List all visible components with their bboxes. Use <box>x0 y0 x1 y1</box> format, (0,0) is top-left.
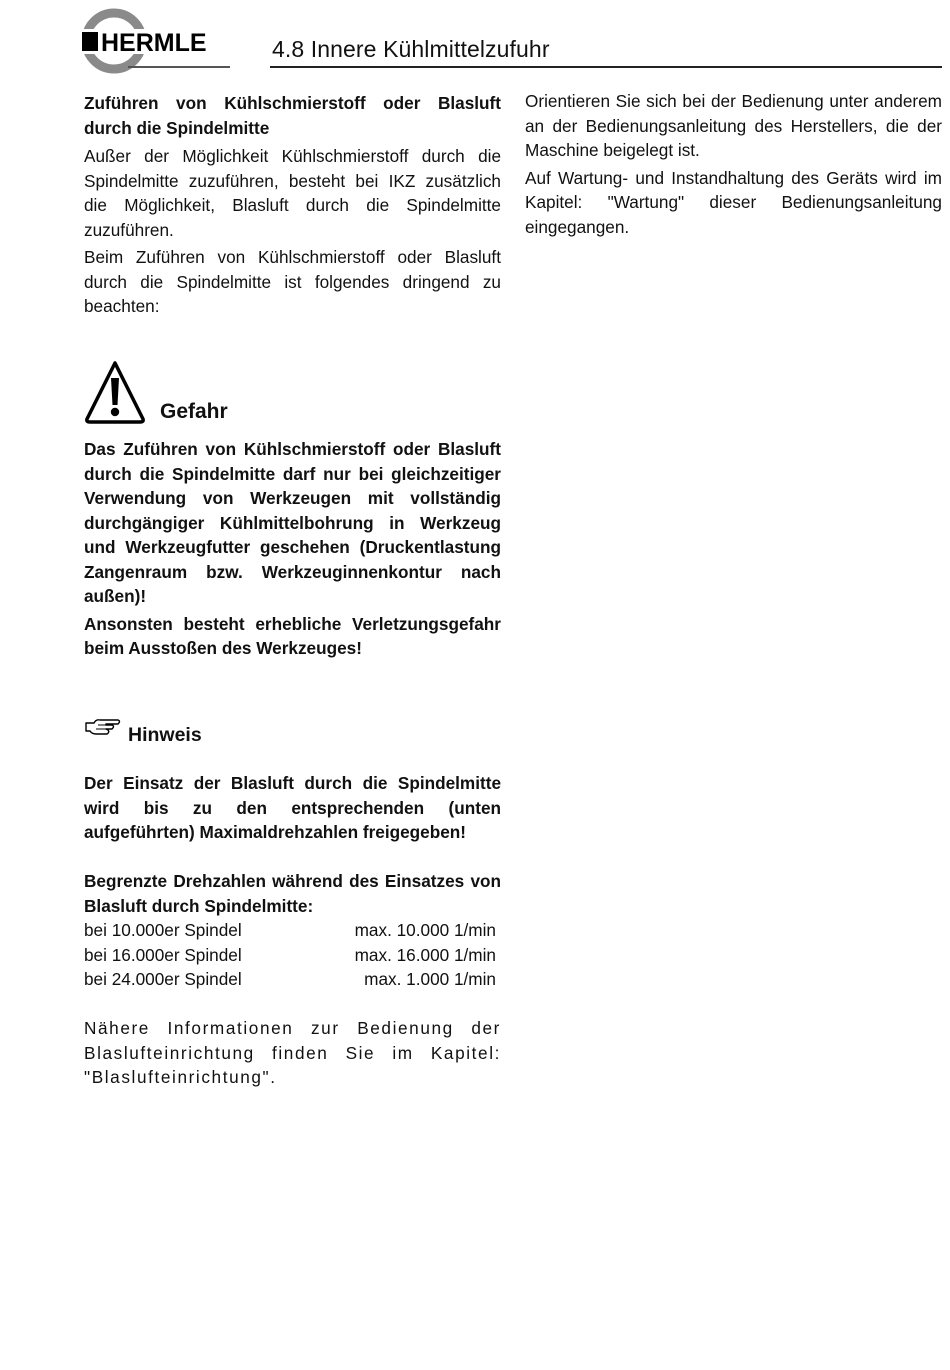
spindle-type: bei 16.000er Spindel <box>84 944 242 965</box>
spindle-type: bei 10.000er Spindel <box>84 920 242 940</box>
header-rule <box>270 66 942 68</box>
limit-row <box>84 943 496 968</box>
info-paragraph: Nähere Informationen zur Bedienung der Blaslufteinrichtung finden Sie im Kapitel: "Blaslufteinrichtung". <box>84 1018 501 1087</box>
danger-paragraph: Das Zuführen von Kühlschmierstoff oder Blasluft durch die Spindelmitte darf nur bei gleichzeitiger Verwendung von Werkzeugen mit vollständig durchgängiger Kühlmittelbohrung in Werkzeug und Werkzeugfutter geschehen (Druckentlastung Zangenraum bzw. Werkzeuginnenkontur nach außen)! <box>84 439 501 606</box>
limits-heading <box>84 869 501 918</box>
limit-row <box>84 918 496 943</box>
hermle-logo <box>82 8 232 74</box>
limit-row <box>84 967 496 992</box>
limits-heading-text: Begrenzte Drehzahlen während des Einsatzes von Blasluft durch Spindelmitte: <box>84 871 501 916</box>
note-paragraph: Der Einsatz der Blasluft durch die Spindelmitte wird bis zu den entsprechenden (unten aufgeführten) Maximaldrehzahlen freigegeben! <box>84 773 501 842</box>
max-speed: max. 16.000 1/min <box>354 944 496 965</box>
right-column <box>525 89 942 239</box>
warning-triangle-icon <box>84 360 146 426</box>
section-heading: Zuführen von Kühlschmierstoff oder Blasluft durch die Spindelmitte <box>84 93 501 138</box>
logo-underline <box>128 66 230 68</box>
page-title: 4.8 Innere Kühlmittelzufuhr <box>272 36 550 62</box>
limits-table <box>84 918 496 992</box>
note-label: Hinweis <box>128 724 202 746</box>
spindle-type: bei 24.000er Spindel <box>84 969 242 989</box>
pointing-hand-icon <box>84 717 122 739</box>
max-speed: max. 1.000 1/min <box>364 969 496 989</box>
intro-paragraph: Außer der Möglichkeit Kühlschmierstoff durch die Spindelmitte zuzuführen, besteht bei IKZ zusätzlich die Möglichkeit, Blasluft durch die Spindelmitte zuzuführen. <box>84 146 501 240</box>
danger-label: Gefahr <box>160 400 228 423</box>
danger-text <box>84 437 501 661</box>
info-text <box>84 1016 501 1090</box>
danger-paragraph: Ansonsten besteht erhebliche Verletzungsgefahr beim Ausstoßen des Werkzeuges! <box>84 613 501 658</box>
section-intro <box>84 144 501 319</box>
max-speed: max. 10.000 1/min <box>354 920 496 940</box>
intro-paragraph: Beim Zuführen von Kühlschmierstoff oder Blasluft durch die Spindelmitte ist folgendes dringend zu beachten: <box>84 247 501 316</box>
right-paragraph: Orientieren Sie sich bei der Bedienung unter anderem an der Bedienungsanleitung des Herstellers, die der Maschine beigelegt ist. <box>525 91 942 160</box>
note-text <box>84 771 501 845</box>
logo-text: HERMLE <box>101 29 207 57</box>
right-paragraph: Auf Wartung- und Instandhaltung des Geräts wird im Kapitel: "Wartung" dieser Bedienungsanleitung eingegangen. <box>525 167 942 237</box>
